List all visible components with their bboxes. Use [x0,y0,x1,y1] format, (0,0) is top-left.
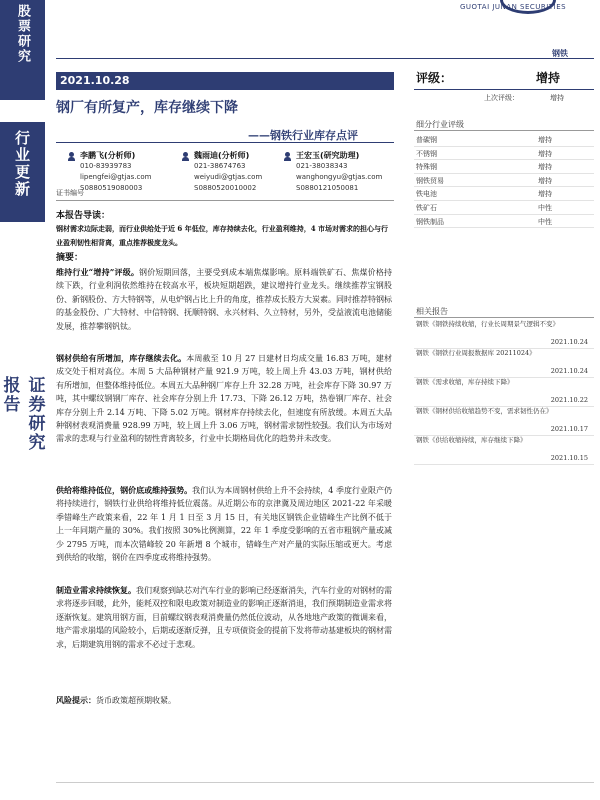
sub-industry-rating: 增持 [538,136,552,144]
analyst-email[interactable]: weiyudi@gtjas.com [194,173,263,181]
paragraph-rating [56,266,392,333]
paragraph-demand-recovery [56,584,392,651]
sub-industry-rating: 中性 [538,203,552,212]
header-divider [56,58,594,59]
sub-ratings-title: 细分行业评级 [416,120,464,129]
analyst-name: 李鹏飞(分析师) [80,151,136,160]
sidebar-industry-update-block [0,122,45,222]
cert-number-label: 证书编号 [56,189,84,197]
table-row [414,174,594,188]
report-subtitle: ——钢铁行业库存点评 [248,129,358,142]
sidebar-securities-report-label: 证券研究报告 [0,376,45,452]
sidebar-stock-research-block [0,0,45,100]
table-row [414,133,594,147]
table-row [414,215,594,229]
related-reports-list [414,320,594,465]
related-report-date: 2021.10.24 [550,367,588,375]
analyst-phone: 010-83939783 [80,162,132,170]
risk-body: 货币政策超预期收紧。 [96,696,176,705]
paragraph-body: 我们观察到缺芯对汽车行业的影响已经逐渐消失，汽车行业的对钢材的需求将逐步回暖，此外，能耗双控和限电政策对制造业的影响正逐渐消退，我们预期制造业需求将逐渐恢复。建筑用钢方面，目前螺纹钢表观消费量仍然低位波动，从各地地产政策的微调来看，地产需求崩塌的风险较小，后期或逐渐反弹，且专项债资金的提前下发将带动基建板块的钢材需求，后期建筑用钢的需求不必过于悲观。 [56,586,392,649]
paragraph-body: 本周截至 10 月 27 日建材日均成交量 16.83 万吨，建材成交处于相对高位。本周 5 大品种钢材产量 921.9 万吨，较上周上升 43.03 万吨，钢材供给有所增加，但整体维持低位。本周五大品种钢厂库存上升 32.28 万吨，社会库存下降 30.97 万吨，其中螺纹钢钢厂库存、社会库存分别上升 17.73、下降 26.12 万吨，热卷钢厂库存、社会库存分别上升 2.14 万吨、下降 5.02 万吨。钢材库存持续去化，但速度有所放缓。本周五大品种钢材表观消费量 928.99 万吨，较上周上升 3.06 万吨，钢材需求韧性较强。我们认为市场对需求的悲观与行业盈利的韧性背离较多，行业中长期格局优化的趋势并未改变。 [56,354,392,444]
rating-value: 增持 [536,71,561,85]
related-report-item[interactable] [414,320,594,349]
related-report-title[interactable]: 钢铁《供给收缩持续，库存继续下降》 [416,436,527,444]
title-divider [56,142,394,143]
rating-label: 评级： [416,71,453,85]
analyst-email[interactable]: lipengfei@gtjas.com [80,173,152,181]
footer-divider [56,782,594,783]
sidebar-securities-report-block [0,370,45,470]
sub-industry-name: 不锈钢 [416,149,437,158]
sub-industry-name: 铁电池 [416,190,437,199]
risk-heading: 风险提示： [56,695,96,705]
report-title: 钢厂有所复产，库存继续下降 [56,100,238,116]
related-report-date: 2021.10.15 [550,454,588,462]
related-reports-title: 相关报告 [416,307,448,316]
sub-industry-name: 普碳钢 [416,136,437,144]
abstract-title: 摘要： [56,253,84,263]
paragraph-supply-outlook [56,484,392,564]
analyst-phone: 021-38674763 [194,162,246,170]
sub-industry-name: 钢铁制品 [416,217,444,226]
person-icon [284,152,291,161]
related-report-title[interactable]: 钢铁《需求收缩，库存持续下降》 [416,378,514,386]
paragraph-heading: 钢材供给有所增加，库存继续去化。 [56,353,187,363]
analyst-name: 王宏玉(研究助理) [296,151,360,160]
guide-title: 本报告导读： [56,211,111,221]
sub-industry-name: 特殊钢 [416,163,437,172]
related-report-title[interactable]: 钢铁《钢铁持续收缩，行业长周期景气逻辑不变》 [416,320,559,328]
previous-rating-label: 上次评级： [484,94,519,102]
analyst-name: 魏雨迪(分析师) [194,151,250,160]
sub-industry-rating: 增持 [538,176,552,185]
paragraph-body: 钢价短期回落，主要受到成本端焦煤影响。原料端铁矿石、焦煤价格持续下跌，行业利润依然维持在较高水平，板块短期超跌，建议增持行业龙头。继续推荐宝钢股份、新钢股份、方大特钢等，从电炉钢占比上升的角度，推荐成长股方大炭素。同时推荐特钢标的基金股份、广大特材、中信特钢、抚顺特钢、永兴材料、久立特材，另外，受益液流电池储能发展，推荐攀钢钒钛。 [56,268,393,331]
paragraph-heading: 供给将维持低位，钢价底或维持强势。 [56,485,193,495]
company-logo-text: GUOTAI JUNAN SECURITIES [460,3,567,11]
analyst-cert: S0880121050081 [296,184,359,192]
table-row [414,147,594,161]
sidebar-stock-research-label: 股票研究 [15,4,30,64]
related-report-date: 2021.10.24 [550,338,588,346]
sub-industry-rating: 中性 [538,217,552,226]
related-report-item[interactable] [414,407,594,436]
related-report-date: 2021.10.17 [550,425,588,433]
report-date: 2021.10.28 [56,72,394,90]
table-row [414,160,594,174]
analyst-cert: S0880520010002 [194,184,257,192]
paragraph-heading: 制造业需求持续恢复。 [56,585,136,595]
related-report-item[interactable] [414,349,594,378]
related-report-item[interactable] [414,436,594,465]
person-icon [182,152,189,161]
risk-warning [56,695,176,706]
sub-industry-rating: 增持 [538,163,552,172]
analyst-cert: S0880519080003 [80,184,143,192]
sector-tag: 钢铁 [552,48,568,58]
analyst-email[interactable]: wanghongyu@gtjas.com [296,173,383,181]
related-report-date: 2021.10.22 [550,396,588,404]
sub-industry-name: 铁矿石 [416,203,437,212]
left-sidebar [0,0,45,800]
sidebar-industry-update-label: 行业更新 [13,130,31,198]
table-row [414,201,594,215]
paragraph-body: 我们认为本周钢材供给上升不会持续，4 季度行业限产仍将持续进行，钢铁行业供给将维持低位震荡。从近期公布的京津冀及周边地区 2021-22 年采暖季错峰生产政策来看，22 年 1 月 1 日至 3 月 15 日，有关地区钢铁企业错峰生产比例不低于上一年同期产量的 30%。我们按照 30%比例测算，22 年 1 季度受影响的五省市粗钢产量或减少 2795 万吨，而本次错峰较 20 年新增 8 个城市，错峰生产对产量的实际压缩或更大。考虑到供给的收缩，钢价在四季度或将维持强势。 [56,486,392,563]
related-reports-divider [414,317,594,318]
guide-text: 钢材需求边际走弱，而行业供给处于近 6 年低位，库存持续去化，行业盈利维持，4 市场对需求的担心与行业盈利韧性相背离，重点推荐极度龙头。 [56,224,389,247]
analysts-divider [56,200,394,201]
sub-industry-rating: 增持 [538,190,552,199]
paragraph-heading: 维持行业“增持”评级。 [56,267,140,277]
related-report-title[interactable]: 钢铁《钢铁行业周报数据库 20211024》 [416,349,536,357]
analyst-card [296,150,406,195]
sub-ratings-divider [414,130,594,131]
previous-rating-value: 增持 [550,94,564,102]
sub-industry-name: 钢铁贸易 [416,176,444,185]
sub-industry-rating: 增持 [538,149,552,158]
person-icon [68,152,75,161]
analyst-card [80,150,190,195]
analyst-phone: 021-38038343 [296,162,348,170]
sub-ratings-table [414,133,594,228]
related-report-item[interactable] [414,378,594,407]
related-report-title[interactable]: 钢铁《钢材供给收缩趋势不变，需求韧性仍在》 [416,407,553,415]
table-row [414,187,594,201]
rating-divider [414,89,594,90]
paragraph-supply-inventory [56,352,392,446]
